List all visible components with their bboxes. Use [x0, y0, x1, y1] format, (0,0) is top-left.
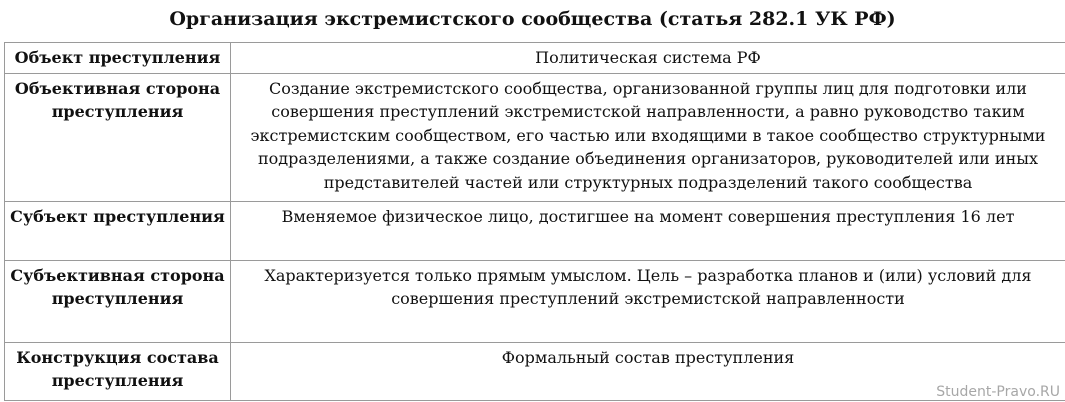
row-value: Характеризуется только прямым умыслом. Цель – разработка планов и (или) условий для совершения преступлений экстремистской направленности: [231, 260, 1065, 342]
row-value: Вменяемое физическое лицо, достигшее на момент совершения преступления 16 лет: [231, 201, 1065, 260]
row-label: Конструкция состава преступления: [5, 342, 231, 400]
row-value: Политическая система РФ: [231, 43, 1065, 74]
table-row: [5, 43, 1065, 74]
row-label: Объект преступления: [5, 43, 231, 74]
table-row: [5, 260, 1065, 342]
table-row: [5, 201, 1065, 260]
watermark: Student-Pravo.RU: [936, 384, 1060, 400]
row-label: Объективная сторона преступления: [5, 73, 231, 201]
crime-elements-table: [4, 42, 1065, 401]
page-title: Организация экстремистского сообщества (статья 282.1 УК РФ): [169, 8, 896, 30]
table-row: [5, 73, 1065, 201]
table-row: [5, 342, 1065, 400]
row-value: Создание экстремистского сообщества, организованной группы лиц для подготовки или совершения преступлений экстремистской направленности, а равно руководство таким экстремистским сообществом, его частью или входящими в такое сообщество структурными подразделениями, а также создание объединения организаторов, руководителей или иных представителей частей или структурных подразделений такого сообщества: [231, 73, 1065, 201]
row-label: Субъективная сторона преступления: [5, 260, 231, 342]
row-label: Субъект преступления: [5, 201, 231, 260]
row-value: Формальный состав преступления: [231, 342, 1065, 400]
